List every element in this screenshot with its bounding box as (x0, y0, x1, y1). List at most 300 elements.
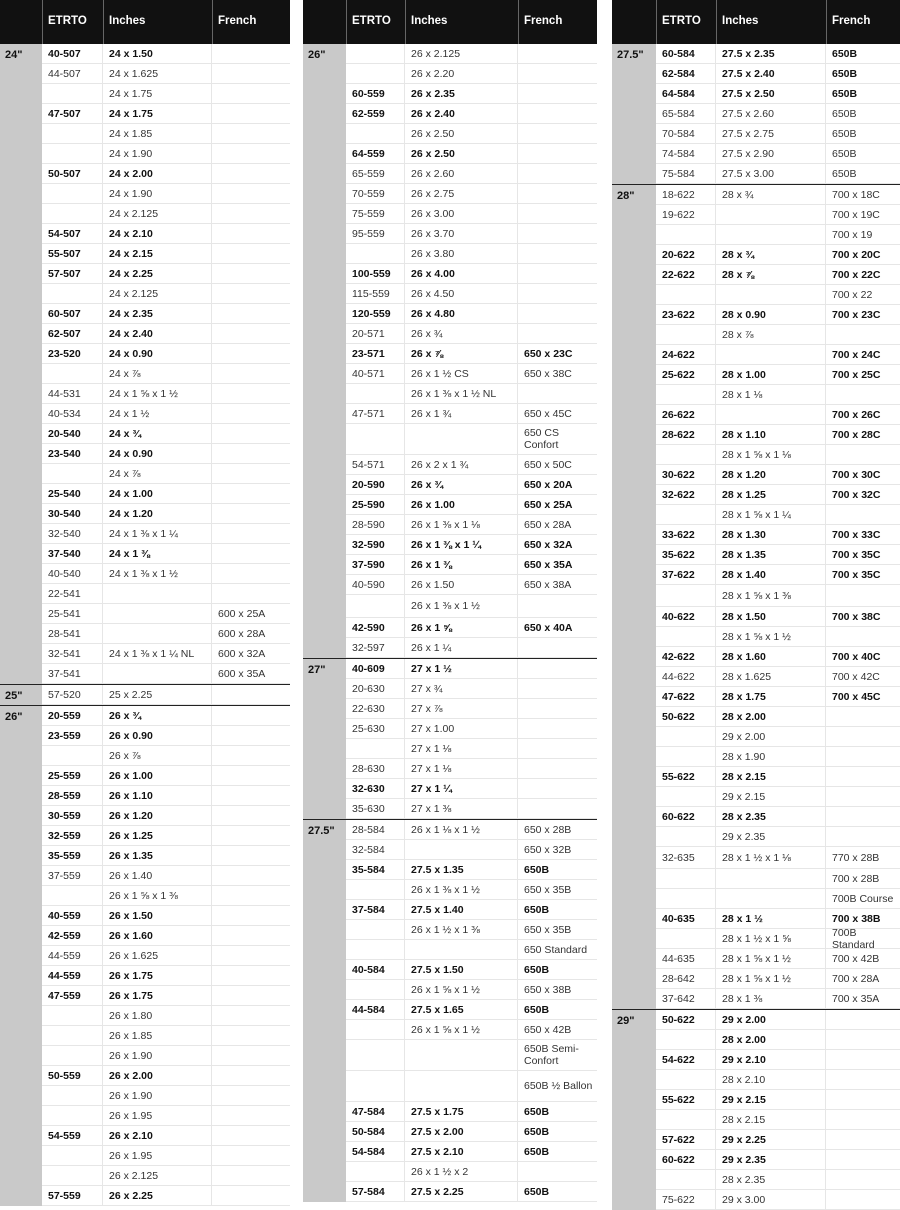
table-row (42, 846, 290, 866)
table-row (346, 575, 597, 595)
inches-cell: 26 x 1.40 (103, 866, 212, 885)
french-cell: 650B (832, 47, 858, 60)
table-row (346, 384, 597, 404)
table-row (346, 164, 597, 184)
inches-cell: 24 x 2.125 (103, 284, 212, 303)
french-cell (212, 1026, 289, 1045)
etrto-cell: 60-622 (656, 1150, 716, 1169)
table-row (656, 1050, 900, 1070)
inches-cell: 28 x 2.35 (716, 807, 826, 826)
french-cell: 700 x 40C (832, 650, 881, 663)
inches-cell: 28 x 2.15 (716, 1110, 826, 1129)
inches-cell: 26 x 1 ¾ (405, 404, 518, 423)
french-cell (518, 659, 596, 678)
french-cell: 700 x 25C (832, 368, 881, 381)
wheel-size-label: 26" (5, 711, 23, 723)
inches-cell: 28 x 1 ⅝ x 1 ½ (716, 627, 826, 646)
etrto-cell (42, 124, 103, 143)
french-cell: 700 x 23C (832, 308, 881, 321)
french-cell (826, 707, 899, 726)
etrto-cell (656, 1110, 716, 1129)
french-cell (212, 866, 289, 885)
french-cell (826, 1050, 899, 1069)
table-row (42, 664, 290, 684)
french-cell: 650 x 25A (524, 498, 573, 511)
table-row (42, 1066, 290, 1086)
french-cell: 700 x 26C (832, 408, 881, 421)
table-row (42, 504, 290, 524)
inches-cell: 29 x 2.10 (716, 1050, 826, 1069)
inches-cell: 28 x 1.50 (716, 607, 826, 626)
french-cell (212, 404, 289, 423)
etrto-cell (346, 1162, 405, 1181)
table-row (42, 986, 290, 1006)
french-cell: 650B (524, 1003, 550, 1016)
table-row (346, 799, 597, 819)
french-cell (212, 244, 289, 263)
table-row (346, 224, 597, 244)
table-row (346, 184, 597, 204)
table-row (346, 659, 597, 679)
french-cell: 700 x 20C (832, 248, 881, 261)
inches-cell: 24 x 1.50 (103, 44, 212, 63)
french-cell (212, 584, 289, 603)
table-row (656, 767, 900, 787)
etrto-cell: 19-622 (656, 205, 716, 224)
inches-cell: 26 x 1 ⅝ x 1 ½ (405, 1020, 518, 1039)
etrto-cell (346, 980, 405, 999)
inches-cell: 27.5 x 2.00 (405, 1122, 518, 1141)
wheel-size-cell (303, 820, 346, 1202)
etrto-cell (656, 929, 716, 948)
etrto-cell: 70-584 (656, 124, 716, 143)
etrto-cell: 44-559 (42, 966, 103, 985)
table-row (656, 164, 900, 184)
etrto-cell: 32-635 (656, 847, 716, 868)
table-row (656, 144, 900, 164)
etrto-cell (346, 739, 405, 758)
table-row (656, 485, 900, 505)
inches-cell: 26 x 2.20 (405, 64, 518, 83)
etrto-cell: 55-622 (656, 767, 716, 786)
table-row (346, 960, 597, 980)
french-cell (826, 1030, 899, 1049)
etrto-cell: 50-559 (42, 1066, 103, 1085)
inches-cell: 28 x 1 ⅛ (716, 385, 826, 404)
french-cell (518, 284, 596, 303)
etrto-cell: 54-571 (346, 455, 405, 474)
french-cell: 650 x 28A (524, 518, 572, 531)
etrto-cell: 25-622 (656, 365, 716, 384)
etrto-cell (656, 1030, 716, 1049)
etrto-cell (346, 44, 405, 63)
inches-cell: 24 x 2.15 (103, 244, 212, 263)
header-divider (42, 0, 43, 44)
french-cell: 700 x 22C (832, 268, 881, 281)
inches-cell: 27 x 1 ⅛ (405, 739, 518, 758)
inches-cell: 28 x 1.625 (716, 667, 826, 686)
inches-cell: 24 x 1 ⅜ x 1 ½ (103, 564, 212, 583)
etrto-cell: 20-540 (42, 424, 103, 443)
inches-cell: 27.5 x 3.00 (716, 164, 826, 183)
table-row (42, 706, 290, 726)
french-cell (518, 224, 596, 243)
etrto-cell: 23-571 (346, 344, 405, 363)
table-row (42, 184, 290, 204)
table-row (346, 304, 597, 324)
inches-cell: 26 x 2.125 (405, 44, 518, 63)
inches-cell (103, 584, 212, 603)
etrto-cell (42, 1166, 103, 1185)
etrto-cell: 32-622 (656, 485, 716, 504)
french-cell (212, 164, 289, 183)
etrto-cell: 50-507 (42, 164, 103, 183)
french-cell: 700 x 38C (832, 610, 881, 623)
inches-cell (716, 205, 826, 224)
french-cell (212, 1046, 289, 1065)
french-cell: 650B (832, 127, 857, 140)
inches-cell: 26 x 1 ⅜ x 1 ½ (405, 880, 518, 899)
french-cell: 700 x 30C (832, 468, 881, 481)
etrto-cell: 95-559 (346, 224, 405, 243)
table-row (656, 325, 900, 345)
etrto-cell (656, 1070, 716, 1089)
table-row (346, 1040, 597, 1071)
table-row (42, 866, 290, 886)
wheel-size-label: 24" (5, 49, 23, 61)
inches-cell: 28 x 1.60 (716, 647, 826, 666)
etrto-cell: 28-584 (346, 820, 405, 839)
table-row (656, 807, 900, 827)
inches-cell: 26 x 1.80 (103, 1006, 212, 1025)
wheel-size-label: 27.5" (308, 825, 335, 837)
etrto-cell: 54-559 (42, 1126, 103, 1145)
french-cell (212, 685, 289, 704)
wheel-size-label: 28" (617, 190, 635, 202)
header-french: French (218, 15, 257, 27)
french-cell (212, 1126, 289, 1145)
french-cell: 700B Course (832, 892, 894, 905)
etrto-cell: 32-541 (42, 644, 103, 663)
inches-cell: 26 x 2.35 (405, 84, 518, 103)
inches-cell: 26 x 1.00 (405, 495, 518, 514)
french-cell: 650 x 28B (524, 823, 572, 836)
table-row (346, 284, 597, 304)
etrto-cell (656, 1170, 716, 1189)
inches-cell (716, 225, 826, 244)
table-row (42, 524, 290, 544)
table-row (656, 505, 900, 525)
inches-cell: 27 x 1 ¼ (405, 779, 518, 798)
etrto-cell (346, 920, 405, 939)
table-row (42, 264, 290, 284)
inches-cell: 28 x 1.75 (716, 687, 826, 706)
inches-cell: 26 x 2 x 1 ¾ (405, 455, 518, 474)
inches-cell: 28 x 2.35 (716, 1170, 826, 1189)
size-group (303, 658, 597, 819)
table-row (346, 264, 597, 284)
inches-cell: 27 x ¾ (405, 679, 518, 698)
french-cell: 650 x 45C (524, 407, 572, 420)
inches-cell: 26 x 3.70 (405, 224, 518, 243)
inches-cell: 27.5 x 1.75 (405, 1102, 518, 1121)
table-row (656, 365, 900, 385)
etrto-cell (42, 464, 103, 483)
table-row (346, 344, 597, 364)
inches-cell (103, 604, 212, 623)
etrto-cell: 57-507 (42, 264, 103, 283)
french-cell: 650 x 20A (524, 478, 573, 491)
table-row (42, 685, 290, 705)
french-cell: 650 x 38B (524, 983, 572, 996)
inches-cell: 24 x 1 ⅝ x 1 ½ (103, 384, 212, 403)
table-row (656, 545, 900, 565)
etrto-cell (42, 204, 103, 223)
etrto-cell: 55-622 (656, 1090, 716, 1109)
etrto-cell (656, 225, 716, 244)
inches-cell: 26 x 1.00 (103, 766, 212, 785)
french-cell (826, 325, 899, 344)
table-row (42, 966, 290, 986)
table-row (346, 679, 597, 699)
inches-cell: 24 x 1.625 (103, 64, 212, 83)
etrto-cell: 20-622 (656, 245, 716, 264)
wheel-size-label: 27.5" (617, 49, 644, 61)
inches-cell: 29 x 2.35 (716, 827, 826, 846)
inches-cell: 27.5 x 1.50 (405, 960, 518, 979)
table-row (42, 746, 290, 766)
table-row (346, 980, 597, 1000)
etrto-cell: 75-559 (346, 204, 405, 223)
table-row (346, 759, 597, 779)
etrto-cell: 32-597 (346, 638, 405, 657)
inches-cell: 27.5 x 2.25 (405, 1182, 518, 1201)
table-row (656, 926, 900, 951)
etrto-cell: 32-630 (346, 779, 405, 798)
table-row (346, 104, 597, 124)
etrto-cell: 50-622 (656, 707, 716, 726)
etrto-cell: 37-622 (656, 565, 716, 584)
table-row (656, 84, 900, 104)
french-cell (212, 384, 289, 403)
inches-cell: 28 x 1.35 (716, 545, 826, 564)
inches-cell: 29 x 3.00 (716, 1190, 826, 1209)
french-cell: 770 x 28B (832, 851, 880, 864)
inches-cell: 28 x 1 ⅝ x 1 ⅛ (716, 445, 826, 464)
inches-cell: 24 x 1.75 (103, 84, 212, 103)
wheel-size-cell (303, 659, 346, 819)
etrto-cell: 40-534 (42, 404, 103, 423)
french-cell (518, 84, 596, 103)
french-cell (826, 1150, 899, 1169)
size-group (303, 819, 597, 1202)
table-row (346, 880, 597, 900)
table-row (42, 1046, 290, 1066)
etrto-cell: 44-559 (42, 946, 103, 965)
french-cell (212, 946, 289, 965)
etrto-cell: 54-622 (656, 1050, 716, 1069)
table-row (42, 144, 290, 164)
table-row (42, 564, 290, 584)
table-row (656, 405, 900, 425)
french-cell: 650 x 32B (524, 843, 572, 856)
inches-cell: 26 x 1.95 (103, 1146, 212, 1165)
table-row (346, 638, 597, 658)
french-cell (518, 164, 596, 183)
inches-cell: 28 x ¾ (716, 185, 826, 204)
french-cell (826, 767, 899, 786)
table-row (42, 786, 290, 806)
inches-cell: 26 x 4.00 (405, 264, 518, 283)
french-cell: 700 x 28B (832, 872, 880, 885)
inches-cell: 26 x 1 ⅝ (405, 618, 518, 637)
table-row (42, 886, 290, 906)
size-group (0, 44, 290, 684)
etrto-cell: 57-622 (656, 1130, 716, 1149)
table-header (0, 0, 290, 44)
table-row (346, 555, 597, 575)
french-cell (518, 719, 596, 738)
french-cell: 650 x 38C (524, 367, 572, 380)
french-cell (212, 1086, 289, 1105)
french-cell: 700B Standard (832, 926, 875, 951)
table-row (656, 667, 900, 687)
french-cell: 600 x 32A (218, 647, 266, 660)
french-cell: 700 x 42C (832, 670, 880, 683)
inches-cell: 26 x ¾ (405, 324, 518, 343)
french-cell (518, 304, 596, 323)
table-row (346, 618, 597, 638)
etrto-cell (346, 880, 405, 899)
wheel-size-label: 29" (617, 1015, 635, 1027)
inches-cell: 28 x 1 ⅝ x 1 ¼ (716, 505, 826, 524)
french-cell: 650 x 38A (524, 578, 572, 591)
wheel-size-cell (0, 44, 42, 684)
inches-cell: 26 x 1 ⅜ (405, 555, 518, 574)
table-row (42, 364, 290, 384)
table-row (42, 1006, 290, 1026)
inches-cell: 24 x 2.35 (103, 304, 212, 323)
french-cell (212, 304, 289, 323)
etrto-cell: 30-540 (42, 504, 103, 523)
table-row (42, 284, 290, 304)
french-cell (826, 1170, 899, 1189)
etrto-cell: 60-584 (656, 44, 716, 63)
french-cell (212, 264, 289, 283)
french-cell (826, 1130, 899, 1149)
table-row (346, 840, 597, 860)
inches-cell (716, 285, 826, 304)
etrto-cell: 57-520 (42, 685, 103, 704)
table-row (42, 766, 290, 786)
table-row (42, 806, 290, 826)
inches-cell: 26 x 2.10 (103, 1126, 212, 1145)
etrto-cell: 40-584 (346, 960, 405, 979)
etrto-cell (656, 585, 716, 606)
inches-cell: 28 x 2.00 (716, 707, 826, 726)
table-row (656, 1090, 900, 1110)
etrto-cell (656, 505, 716, 524)
table-row (656, 185, 900, 205)
french-cell (212, 1146, 289, 1165)
inches-cell: 26 x 2.25 (103, 1186, 212, 1205)
french-cell: 650 x 42B (524, 1023, 572, 1036)
etrto-cell: 18-622 (656, 185, 716, 204)
size-group (0, 684, 290, 705)
inches-cell: 26 x 1.95 (103, 1106, 212, 1125)
etrto-cell: 35-622 (656, 545, 716, 564)
inches-cell (405, 840, 518, 859)
etrto-cell (42, 84, 103, 103)
french-cell (518, 124, 596, 143)
table-row (346, 699, 597, 719)
table-row (42, 204, 290, 224)
french-cell: 650 x 35B (524, 923, 572, 936)
etrto-cell: 24-622 (656, 345, 716, 364)
etrto-cell (346, 64, 405, 83)
french-cell (518, 104, 596, 123)
french-cell (518, 759, 596, 778)
inches-cell: 27.5 x 1.35 (405, 860, 518, 879)
wheel-size-cell (0, 706, 42, 1206)
etrto-cell (42, 1146, 103, 1165)
inches-cell: 27.5 x 2.75 (716, 124, 826, 143)
etrto-cell: 57-584 (346, 1182, 405, 1201)
inches-cell: 24 x 2.00 (103, 164, 212, 183)
header-divider (103, 0, 104, 44)
french-cell (518, 184, 596, 203)
table-row (656, 285, 900, 305)
inches-cell: 28 x 1.00 (716, 365, 826, 384)
etrto-cell: 37-540 (42, 544, 103, 563)
etrto-cell (656, 445, 716, 464)
table-row (656, 265, 900, 285)
header-french: French (524, 15, 563, 27)
etrto-cell (42, 1006, 103, 1025)
inches-cell (716, 345, 826, 364)
inches-cell (405, 1071, 518, 1101)
french-cell (212, 124, 289, 143)
table-row (656, 465, 900, 485)
etrto-cell: 44-635 (656, 949, 716, 968)
french-cell: 700 x 35C (832, 568, 881, 581)
french-cell: 700 x 19 (832, 228, 873, 241)
table-row (346, 515, 597, 535)
inches-cell: 28 x ⅞ (716, 265, 826, 284)
etrto-cell: 65-559 (346, 164, 405, 183)
size-group (303, 44, 597, 658)
inches-cell: 28 x ⅞ (716, 325, 826, 344)
etrto-cell: 35-584 (346, 860, 405, 879)
french-cell (212, 786, 289, 805)
french-cell (212, 766, 289, 785)
inches-cell: 26 x 1.25 (103, 826, 212, 845)
etrto-cell: 40-559 (42, 906, 103, 925)
inches-cell: 28 x 0.90 (716, 305, 826, 324)
inches-cell: 26 x 1.20 (103, 806, 212, 825)
table-row (656, 585, 900, 607)
inches-cell: 24 x 2.25 (103, 264, 212, 283)
etrto-cell: 30-559 (42, 806, 103, 825)
etrto-cell: 25-540 (42, 484, 103, 503)
french-cell (518, 204, 596, 223)
etrto-cell: 28-630 (346, 759, 405, 778)
table-row (42, 444, 290, 464)
inches-cell (405, 424, 518, 454)
etrto-cell: 47-559 (42, 986, 103, 1005)
french-cell (518, 44, 596, 63)
etrto-cell: 23-540 (42, 444, 103, 463)
